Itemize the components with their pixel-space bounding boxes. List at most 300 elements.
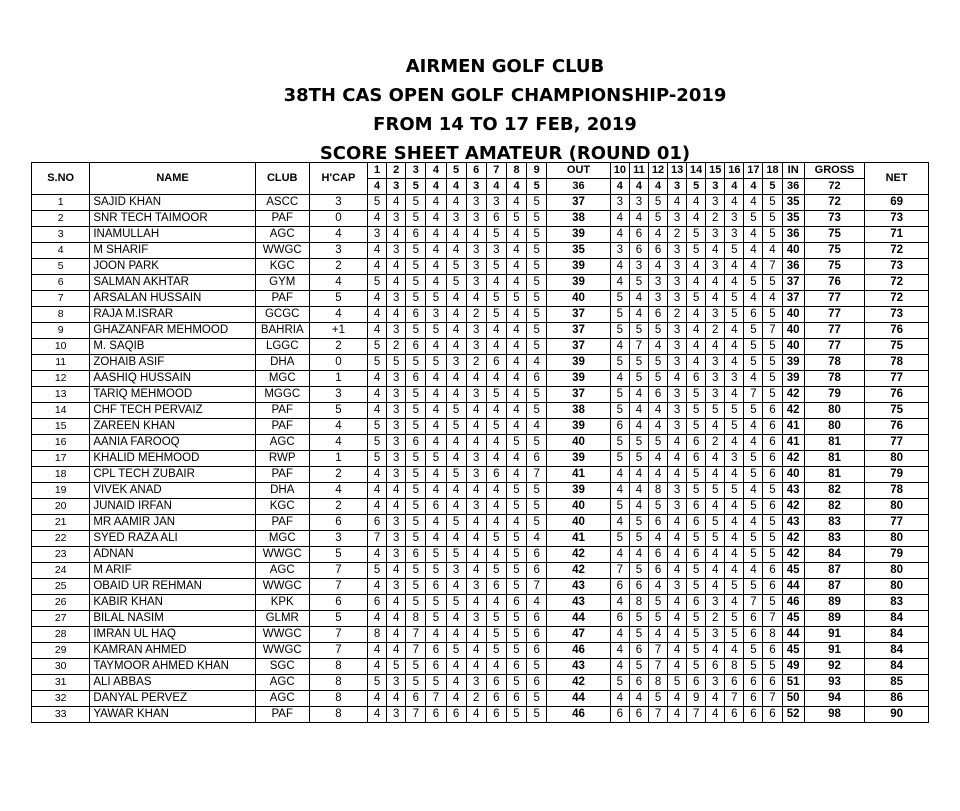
- hole-score: 3: [466, 467, 486, 483]
- player-sno: 8: [32, 307, 90, 323]
- player-out: 39: [547, 259, 611, 275]
- player-out: 41: [547, 467, 611, 483]
- hole-score: 5: [368, 419, 387, 435]
- par-value: 5: [406, 179, 426, 195]
- hole-score: 6: [687, 451, 706, 467]
- hole-score: 4: [527, 419, 547, 435]
- hole-score: 5: [446, 467, 466, 483]
- hole-score: 5: [687, 243, 706, 259]
- hole-score: 3: [668, 323, 687, 339]
- player-gross: 81: [804, 435, 864, 451]
- hole-score: 7: [406, 643, 426, 659]
- player-net: 73: [865, 211, 929, 227]
- hole-score: 3: [387, 403, 406, 419]
- hole-score: 6: [687, 435, 706, 451]
- player-net: 86: [865, 691, 929, 707]
- player-sno: 29: [32, 643, 90, 659]
- player-club: WWGC: [255, 579, 309, 595]
- hole-score: 4: [687, 195, 706, 211]
- hole-score: 4: [426, 435, 446, 451]
- hole-score: 5: [610, 451, 629, 467]
- player-sno: 12: [32, 371, 90, 387]
- player-name: KHALID MEHMOOD: [90, 451, 255, 467]
- hole-score: 4: [706, 243, 725, 259]
- hole-score: 5: [629, 659, 648, 675]
- hole-score: 3: [486, 243, 506, 259]
- hole-score: 3: [387, 371, 406, 387]
- hole-score: 4: [527, 531, 547, 547]
- player-club: AGC: [255, 563, 309, 579]
- table-row: [32, 547, 929, 563]
- hole-score: 7: [368, 531, 387, 547]
- hole-score: 5: [527, 339, 547, 355]
- player-net: 77: [865, 371, 929, 387]
- hole-score: 4: [387, 611, 406, 627]
- hole-score: 6: [629, 643, 648, 659]
- player-out: 40: [547, 499, 611, 515]
- table-row: [32, 227, 929, 243]
- player-in: 42: [782, 547, 804, 563]
- hole-score: 5: [629, 275, 648, 291]
- hole-score: 5: [406, 275, 426, 291]
- hole-score: 3: [668, 579, 687, 595]
- table-row: [32, 211, 929, 227]
- player-name: SYED RAZA ALI: [90, 531, 255, 547]
- player-net: 80: [865, 531, 929, 547]
- hole-score: 7: [744, 595, 763, 611]
- hole-score: 5: [610, 403, 629, 419]
- hole-score: 5: [506, 643, 526, 659]
- hole-score: 4: [446, 387, 466, 403]
- player-gross: 75: [804, 227, 864, 243]
- hole-score: 4: [725, 515, 744, 531]
- hole-score: 4: [506, 515, 526, 531]
- hole-score: 5: [527, 483, 547, 499]
- player-club: PAF: [255, 707, 309, 723]
- hole-score: 5: [687, 387, 706, 403]
- hole-score: 3: [387, 243, 406, 259]
- hole-score: 4: [368, 659, 387, 675]
- hole-score: 6: [368, 515, 387, 531]
- hole-score: 6: [629, 579, 648, 595]
- player-in: 43: [782, 483, 804, 499]
- player-sno: 26: [32, 595, 90, 611]
- hole-score: 4: [387, 307, 406, 323]
- hole-score: 5: [527, 259, 547, 275]
- player-hcap: 2: [309, 499, 367, 515]
- hole-score: 4: [725, 531, 744, 547]
- player-hcap: +1: [309, 323, 367, 339]
- hole-score: 5: [610, 435, 629, 451]
- hole-number: 11: [629, 163, 648, 179]
- hole-score: 4: [687, 307, 706, 323]
- player-gross: 83: [804, 531, 864, 547]
- hole-score: 4: [648, 451, 667, 467]
- hole-score: 5: [486, 627, 506, 643]
- hole-score: 5: [706, 483, 725, 499]
- table-row: [32, 419, 929, 435]
- player-hcap: 5: [309, 611, 367, 627]
- hole-score: 4: [446, 627, 466, 643]
- hole-score: 5: [687, 659, 706, 675]
- player-gross: 75: [804, 243, 864, 259]
- player-club: SGC: [255, 659, 309, 675]
- hole-score: 4: [668, 563, 687, 579]
- hole-score: 5: [763, 547, 782, 563]
- player-name: M SHARIF: [90, 243, 255, 259]
- player-out: 37: [547, 195, 611, 211]
- player-out: 43: [547, 579, 611, 595]
- hole-score: 5: [426, 675, 446, 691]
- player-sno: 32: [32, 691, 90, 707]
- hole-score: 6: [687, 547, 706, 563]
- par-value: 4: [629, 179, 648, 195]
- player-net: 77: [865, 515, 929, 531]
- hole-score: 4: [725, 355, 744, 371]
- player-gross: 94: [804, 691, 864, 707]
- hole-score: 5: [506, 563, 526, 579]
- player-hcap: 4: [309, 307, 367, 323]
- table-row: [32, 659, 929, 675]
- hole-score: 6: [629, 243, 648, 259]
- hole-score: 5: [706, 531, 725, 547]
- hole-score: 6: [527, 611, 547, 627]
- player-gross: 87: [804, 563, 864, 579]
- hole-score: 5: [406, 499, 426, 515]
- player-gross: 83: [804, 515, 864, 531]
- player-sno: 3: [32, 227, 90, 243]
- hole-score: 5: [506, 675, 526, 691]
- hole-score: 4: [629, 211, 648, 227]
- hole-score: 6: [527, 675, 547, 691]
- player-club: PAF: [255, 211, 309, 227]
- hole-score: 4: [426, 211, 446, 227]
- hole-number: 7: [486, 163, 506, 179]
- player-club: WWGC: [255, 627, 309, 643]
- hole-score: 4: [466, 403, 486, 419]
- table-row: [32, 643, 929, 659]
- hole-score: 2: [668, 227, 687, 243]
- hole-score: 3: [466, 611, 486, 627]
- hole-score: 6: [610, 611, 629, 627]
- player-in: 35: [782, 211, 804, 227]
- table-row: [32, 675, 929, 691]
- hole-score: 7: [406, 627, 426, 643]
- hole-score: 4: [446, 531, 466, 547]
- player-out: 39: [547, 227, 611, 243]
- hole-score: 5: [687, 483, 706, 499]
- hole-score: 5: [648, 691, 667, 707]
- hole-score: 5: [763, 371, 782, 387]
- hole-score: 4: [387, 643, 406, 659]
- hole-score: 4: [446, 611, 466, 627]
- hole-score: 3: [466, 339, 486, 355]
- hole-score: 4: [446, 323, 466, 339]
- hole-score: 4: [486, 451, 506, 467]
- club-title: AIRMEN GOLF CLUB: [405, 56, 605, 77]
- hole-score: 5: [446, 275, 466, 291]
- player-name: SAJID KHAN: [90, 195, 255, 211]
- hole-score: 4: [506, 451, 526, 467]
- hole-score: 5: [506, 483, 526, 499]
- hole-score: 2: [706, 435, 725, 451]
- player-out: 37: [547, 387, 611, 403]
- score-table: [31, 162, 929, 723]
- hole-score: 3: [706, 387, 725, 403]
- hole-score: 5: [368, 195, 387, 211]
- par-value: 4: [744, 179, 763, 195]
- player-sno: 1: [32, 195, 90, 211]
- hole-score: 4: [466, 419, 486, 435]
- par-gross: 72: [804, 179, 864, 195]
- player-out: 42: [547, 547, 611, 563]
- player-gross: 93: [804, 675, 864, 691]
- hole-score: 3: [668, 403, 687, 419]
- hole-score: 6: [648, 563, 667, 579]
- hole-score: 6: [763, 419, 782, 435]
- hole-score: 5: [527, 307, 547, 323]
- hole-score: 6: [426, 659, 446, 675]
- hole-score: 6: [687, 371, 706, 387]
- hole-score: 5: [506, 627, 526, 643]
- hole-score: 4: [725, 195, 744, 211]
- player-hcap: 7: [309, 579, 367, 595]
- hole-score: 4: [668, 707, 687, 723]
- player-name: SALMAN AKHTAR: [90, 275, 255, 291]
- hole-score: 3: [466, 387, 486, 403]
- player-in: 42: [782, 499, 804, 515]
- hole-score: 5: [763, 227, 782, 243]
- hole-score: 4: [466, 547, 486, 563]
- hole-score: 5: [610, 323, 629, 339]
- hole-score: 3: [610, 243, 629, 259]
- hole-score: 4: [706, 579, 725, 595]
- hole-score: 5: [744, 499, 763, 515]
- hole-score: 4: [706, 339, 725, 355]
- hole-score: 3: [668, 243, 687, 259]
- hole-score: 5: [763, 307, 782, 323]
- hole-score: 5: [744, 451, 763, 467]
- hole-score: 4: [648, 579, 667, 595]
- hole-score: 4: [648, 403, 667, 419]
- player-club: WWGC: [255, 643, 309, 659]
- hole-score: 4: [368, 643, 387, 659]
- hole-score: 5: [725, 291, 744, 307]
- hole-score: 5: [527, 243, 547, 259]
- out-header: OUT: [547, 163, 611, 179]
- hole-score: 5: [763, 659, 782, 675]
- hole-score: 4: [629, 499, 648, 515]
- hole-score: 8: [406, 611, 426, 627]
- player-club: AGC: [255, 227, 309, 243]
- hole-score: 4: [706, 643, 725, 659]
- player-hcap: 8: [309, 659, 367, 675]
- player-sno: 30: [32, 659, 90, 675]
- table-row: [32, 579, 929, 595]
- player-hcap: 3: [309, 243, 367, 259]
- hole-score: 5: [406, 659, 426, 675]
- par-value: 3: [706, 179, 725, 195]
- table-row: [32, 243, 929, 259]
- player-net: 79: [865, 547, 929, 563]
- player-club: KPK: [255, 595, 309, 611]
- hole-score: 4: [446, 307, 466, 323]
- hole-score: 4: [610, 339, 629, 355]
- player-out: 39: [547, 371, 611, 387]
- hole-score: 5: [744, 275, 763, 291]
- player-sno: 19: [32, 483, 90, 499]
- hole-score: 5: [486, 259, 506, 275]
- player-gross: 91: [804, 627, 864, 643]
- hole-score: 6: [610, 419, 629, 435]
- hole-score: 3: [466, 323, 486, 339]
- hole-score: 4: [426, 387, 446, 403]
- hole-score: 5: [426, 547, 446, 563]
- hole-score: 4: [368, 307, 387, 323]
- hole-score: 4: [687, 339, 706, 355]
- hole-score: 6: [629, 707, 648, 723]
- hole-score: 5: [629, 515, 648, 531]
- player-net: 78: [865, 355, 929, 371]
- hole-score: 7: [763, 323, 782, 339]
- hole-score: 7: [687, 707, 706, 723]
- hole-score: 6: [687, 499, 706, 515]
- hole-score: 4: [763, 243, 782, 259]
- hole-score: 6: [406, 227, 426, 243]
- hole-score: 4: [706, 275, 725, 291]
- hole-score: 3: [387, 419, 406, 435]
- player-in: 39: [782, 371, 804, 387]
- table-row: [32, 435, 929, 451]
- hole-score: 6: [527, 643, 547, 659]
- table-row: [32, 451, 929, 467]
- hole-score: 4: [387, 195, 406, 211]
- hole-number: 13: [668, 163, 687, 179]
- hole-score: 4: [486, 339, 506, 355]
- hole-score: 5: [506, 611, 526, 627]
- player-gross: 77: [804, 291, 864, 307]
- hole-score: 5: [527, 499, 547, 515]
- player-sno: 13: [32, 387, 90, 403]
- par-value: 4: [368, 179, 387, 195]
- hole-score: 5: [763, 387, 782, 403]
- hole-score: 5: [406, 259, 426, 275]
- hole-score: 7: [763, 611, 782, 627]
- hole-score: 6: [527, 547, 547, 563]
- hole-score: 4: [368, 211, 387, 227]
- player-club: WWGC: [255, 243, 309, 259]
- hole-score: 5: [744, 211, 763, 227]
- hole-score: 6: [506, 595, 526, 611]
- hole-score: 6: [426, 707, 446, 723]
- hole-score: 5: [506, 435, 526, 451]
- hole-score: 5: [629, 611, 648, 627]
- hole-score: 3: [387, 547, 406, 563]
- hole-score: 2: [466, 691, 486, 707]
- par-value: 5: [527, 179, 547, 195]
- hole-score: 5: [368, 451, 387, 467]
- hole-score: 4: [446, 291, 466, 307]
- hole-score: 4: [387, 595, 406, 611]
- hole-score: 4: [446, 483, 466, 499]
- player-in: 42: [782, 387, 804, 403]
- hole-score: 5: [687, 227, 706, 243]
- hole-score: 5: [527, 515, 547, 531]
- hole-score: 4: [368, 483, 387, 499]
- hole-score: 3: [706, 627, 725, 643]
- hole-score: 4: [725, 435, 744, 451]
- player-name: OBAID UR REHMAN: [90, 579, 255, 595]
- hole-score: 5: [406, 531, 426, 547]
- hole-score: 4: [446, 691, 466, 707]
- hole-score: 5: [426, 451, 446, 467]
- hole-score: 6: [763, 563, 782, 579]
- hole-score: 5: [648, 499, 667, 515]
- hole-score: 7: [406, 707, 426, 723]
- par-value: 5: [763, 179, 782, 195]
- hole-score: 4: [466, 707, 486, 723]
- hole-score: 6: [629, 675, 648, 691]
- hole-score: 4: [506, 259, 526, 275]
- hole-score: 6: [744, 627, 763, 643]
- hole-score: 6: [426, 643, 446, 659]
- hole-score: 3: [466, 451, 486, 467]
- player-name: ARSALAN HUSSAIN: [90, 291, 255, 307]
- hole-score: 4: [368, 499, 387, 515]
- player-name: AASHIQ HUSSAIN: [90, 371, 255, 387]
- hole-score: 6: [648, 307, 667, 323]
- hole-score: 3: [668, 499, 687, 515]
- hole-score: 6: [527, 563, 547, 579]
- player-out: 39: [547, 419, 611, 435]
- player-net: 75: [865, 403, 929, 419]
- hole-score: 4: [648, 419, 667, 435]
- hole-score: 4: [725, 547, 744, 563]
- player-gross: 92: [804, 659, 864, 675]
- hole-score: 4: [426, 371, 446, 387]
- player-in: 51: [782, 675, 804, 691]
- hole-score: 4: [426, 419, 446, 435]
- hole-score: 5: [368, 275, 387, 291]
- hole-number: 17: [744, 163, 763, 179]
- hole-score: 4: [648, 531, 667, 547]
- player-sno: 10: [32, 339, 90, 355]
- player-out: 43: [547, 659, 611, 675]
- hole-score: 6: [426, 499, 446, 515]
- hole-score: 4: [387, 499, 406, 515]
- player-in: 41: [782, 435, 804, 451]
- hole-score: 4: [387, 259, 406, 275]
- hole-score: 3: [466, 499, 486, 515]
- hole-score: 5: [725, 243, 744, 259]
- hole-score: 4: [387, 627, 406, 643]
- hole-score: 4: [466, 515, 486, 531]
- hole-score: 5: [763, 195, 782, 211]
- player-club: GCGC: [255, 307, 309, 323]
- hole-score: 5: [406, 403, 426, 419]
- hole-score: 4: [368, 691, 387, 707]
- hole-score: 3: [368, 227, 387, 243]
- player-out: 38: [547, 403, 611, 419]
- hole-score: 4: [446, 675, 466, 691]
- hole-score: 6: [763, 499, 782, 515]
- hole-score: 5: [668, 675, 687, 691]
- hole-score: 6: [706, 659, 725, 675]
- player-name: TARIQ MEHMOOD: [90, 387, 255, 403]
- hcap-header: H'CAP: [309, 163, 367, 195]
- player-net: 84: [865, 627, 929, 643]
- hole-score: 5: [368, 339, 387, 355]
